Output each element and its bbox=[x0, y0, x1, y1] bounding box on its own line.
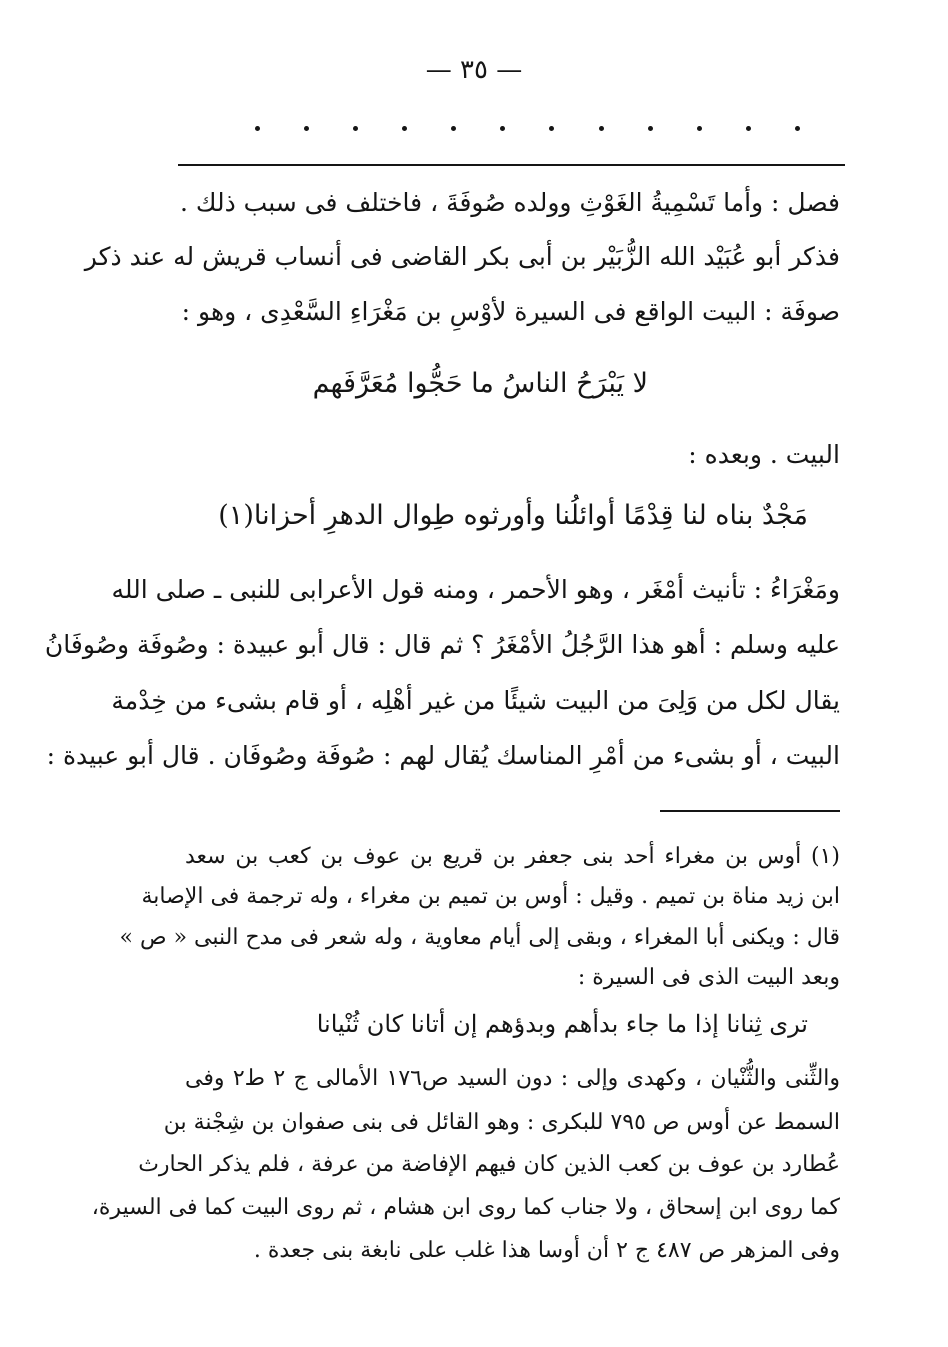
body-line: ومَغْرَاءُ : تأنيث أمْغَر ، وهو الأحمر ، ومنه قول الأعرابى للنبى ـ صلى الله bbox=[111, 575, 840, 604]
body-line: عليه وسلم : أهو هذا الرَّجُلُ الأمْغَرُ ؟ ثم قال : قال أبو عبيدة : وصُوفَة وصُوفَانُ bbox=[44, 630, 840, 659]
ornament-dot bbox=[402, 126, 407, 131]
body-line: فذكر أبو عُبَيْد الله الزُّبَيْر بن أبى بكر القاضى فى أنساب قريش له عند ذكر bbox=[84, 242, 840, 271]
ornament-dot bbox=[648, 126, 653, 131]
body-line: البيت . وبعده : bbox=[688, 440, 840, 469]
footnote-verse: ترى ثِنانا إذا ما جاء بدأهم وبدؤهم إن أتانا كان ثُنْيانا bbox=[316, 1010, 808, 1038]
footnote-line: وفى المزهر ص ٤٨٧ ج ٢ أن أوسا هذا غلب على نابغة بنى جعدة . bbox=[253, 1238, 840, 1263]
body-line: فصل : وأما تَسْمِيةُ الغَوْثِ وولده صُوفَةَ ، فاختلف فى سبب ذلك . bbox=[180, 188, 840, 217]
footnote-line: والثِّنى والثُّنْيان ، وكهدى وإلى : دون السيد ص١٧٦ الأمالى ج ٢ ط٢ وفى bbox=[185, 1066, 841, 1091]
ornament-dot bbox=[697, 126, 702, 131]
footnote-line: عُطارد بن عوف بن كعب الذين كان فيهم الإفاضة من عرفة ، فلم يذكر الحارث bbox=[138, 1152, 840, 1177]
page-number: — ٣٥ — bbox=[425, 55, 523, 85]
ornament-dot bbox=[500, 126, 505, 131]
footnote-line: قال : ويكنى أبا المغراء ، وبقى إلى أيام معاوية ، وله شعر فى مدح النبى « ص » bbox=[119, 925, 840, 950]
footnote-line: وبعد البيت الذى فى السيرة : bbox=[577, 965, 840, 990]
footnote-line: كما روى ابن إسحاق ، ولا جناب كما روى ابن هشام ، ثم روى البيت كما فى السيرة، bbox=[91, 1195, 840, 1220]
ornament-dot bbox=[549, 126, 554, 131]
ornament-dot bbox=[451, 126, 456, 131]
body-line: البيت ، أو بشىء من أمْرِ المناسك يُقال لهم : صُوفَة وصُوفَان . قال أبو عبيدة : bbox=[46, 741, 840, 770]
ornament-dot bbox=[353, 126, 358, 131]
header-rule bbox=[178, 164, 845, 166]
ornament-dot bbox=[795, 126, 800, 131]
ornament-dots bbox=[255, 126, 800, 131]
footnote-rule bbox=[660, 810, 840, 812]
verse-line: لا يَبْرَحُ الناسُ ما حَجُّوا مُعَرَّفَهم bbox=[312, 368, 648, 399]
footnote-line: (١) أوس بن مغراء أحد بنى جعفر بن قريع بن عوف بن كعب بن سعد bbox=[185, 844, 840, 869]
footnote-line: السمط عن أوس ص ٧٩٥ للبكرى : وهو القائل فى بنى صفوان بن شِجْنة بن bbox=[163, 1110, 840, 1135]
footnote-line: ابن زيد مناة بن تميم . وقيل : أوس بن تميم بن مغراء ، وله ترجمة فى الإصابة bbox=[141, 884, 840, 909]
ornament-dot bbox=[304, 126, 309, 131]
ornament-dot bbox=[599, 126, 604, 131]
body-line: يقال لكل من وَلِىَ من البيت شيئًا من غير أهْلِه ، أو قام بشىء من خِدْمة bbox=[111, 686, 840, 715]
body-line: صوفَة : البيت الواقع فى السيرة لأوْسِ بن مَغْرَاءِ السَّعْدِى ، وهو : bbox=[181, 297, 840, 326]
verse-line: مَجْدٌ بناه لنا قِدْمًا أوائلُنا وأورثوه طِوال الدهرِ أحزانا(١) bbox=[218, 500, 808, 531]
ornament-dot bbox=[746, 126, 751, 131]
ornament-dot bbox=[255, 126, 260, 131]
